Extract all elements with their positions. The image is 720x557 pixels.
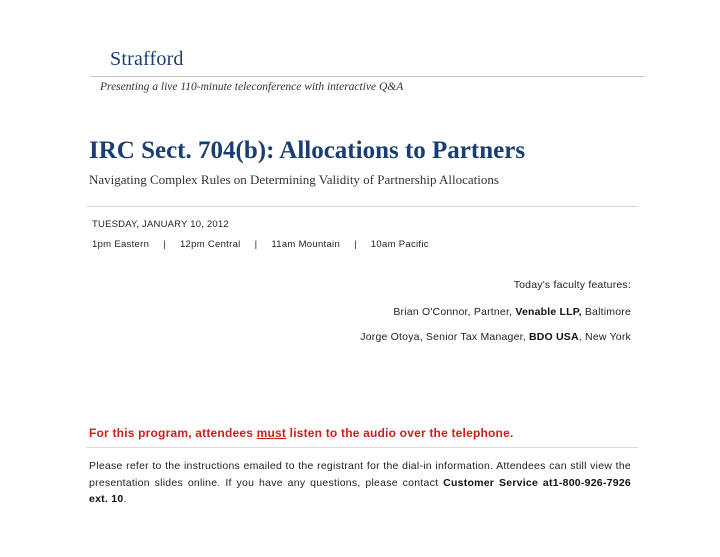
time-separator: | [354,239,357,250]
time-pacific: 10am Pacific [370,239,429,250]
time-mountain: 11am Mountain [271,239,341,250]
faculty-name-title: Jorge Otoya, Senior Tax Manager, [360,331,529,343]
instructions-end: . [123,493,127,505]
notice-text: listen to the audio over the telephone. [286,426,514,440]
time-central: 12pm Central [179,239,241,250]
faculty-member [360,306,631,331]
time-eastern: 1pm Eastern [92,239,150,250]
notice-divider [86,447,638,448]
audio-notice [89,426,513,440]
faculty-section [360,279,631,356]
faculty-name-title: Brian O'Connor, Partner, [393,306,516,318]
faculty-location: , New York [578,331,631,343]
program-subtitle: Navigating Complex Rules on Determining Validity of Partnership Allocations [89,172,499,187]
notice-text: For this program, attendees [89,426,257,440]
time-separator: | [163,239,166,250]
dial-in-instructions [89,458,631,508]
notice-emphasis: must [256,426,287,440]
event-date: TUESDAY, JANUARY 10, 2012 [92,219,229,230]
event-times [92,239,429,250]
program-title: IRC Sect. 704(b): Allocations to Partners [89,137,526,164]
customer-service-contact: Customer Service at1-800-926-7926 ext. 10 [89,476,631,505]
instructions-text: Please refer to the instructions emailed to the registrant for the dial-in information. Attendees can still view the presentation slides online. If you have any questions, please contact [89,460,631,489]
faculty-firm: Venable LLP, [515,306,582,318]
header-divider [86,206,638,207]
faculty-firm: BDO USA [528,331,579,343]
faculty-member [360,331,631,356]
tagline-divider [90,76,645,77]
faculty-location: Baltimore [581,306,631,318]
faculty-heading: Today's faculty features: [513,279,631,291]
tagline: Presenting a live 110-minute teleconference with interactive Q&A [100,81,404,93]
time-separator: | [254,239,258,250]
strafford-logo: Strafford [110,48,184,70]
